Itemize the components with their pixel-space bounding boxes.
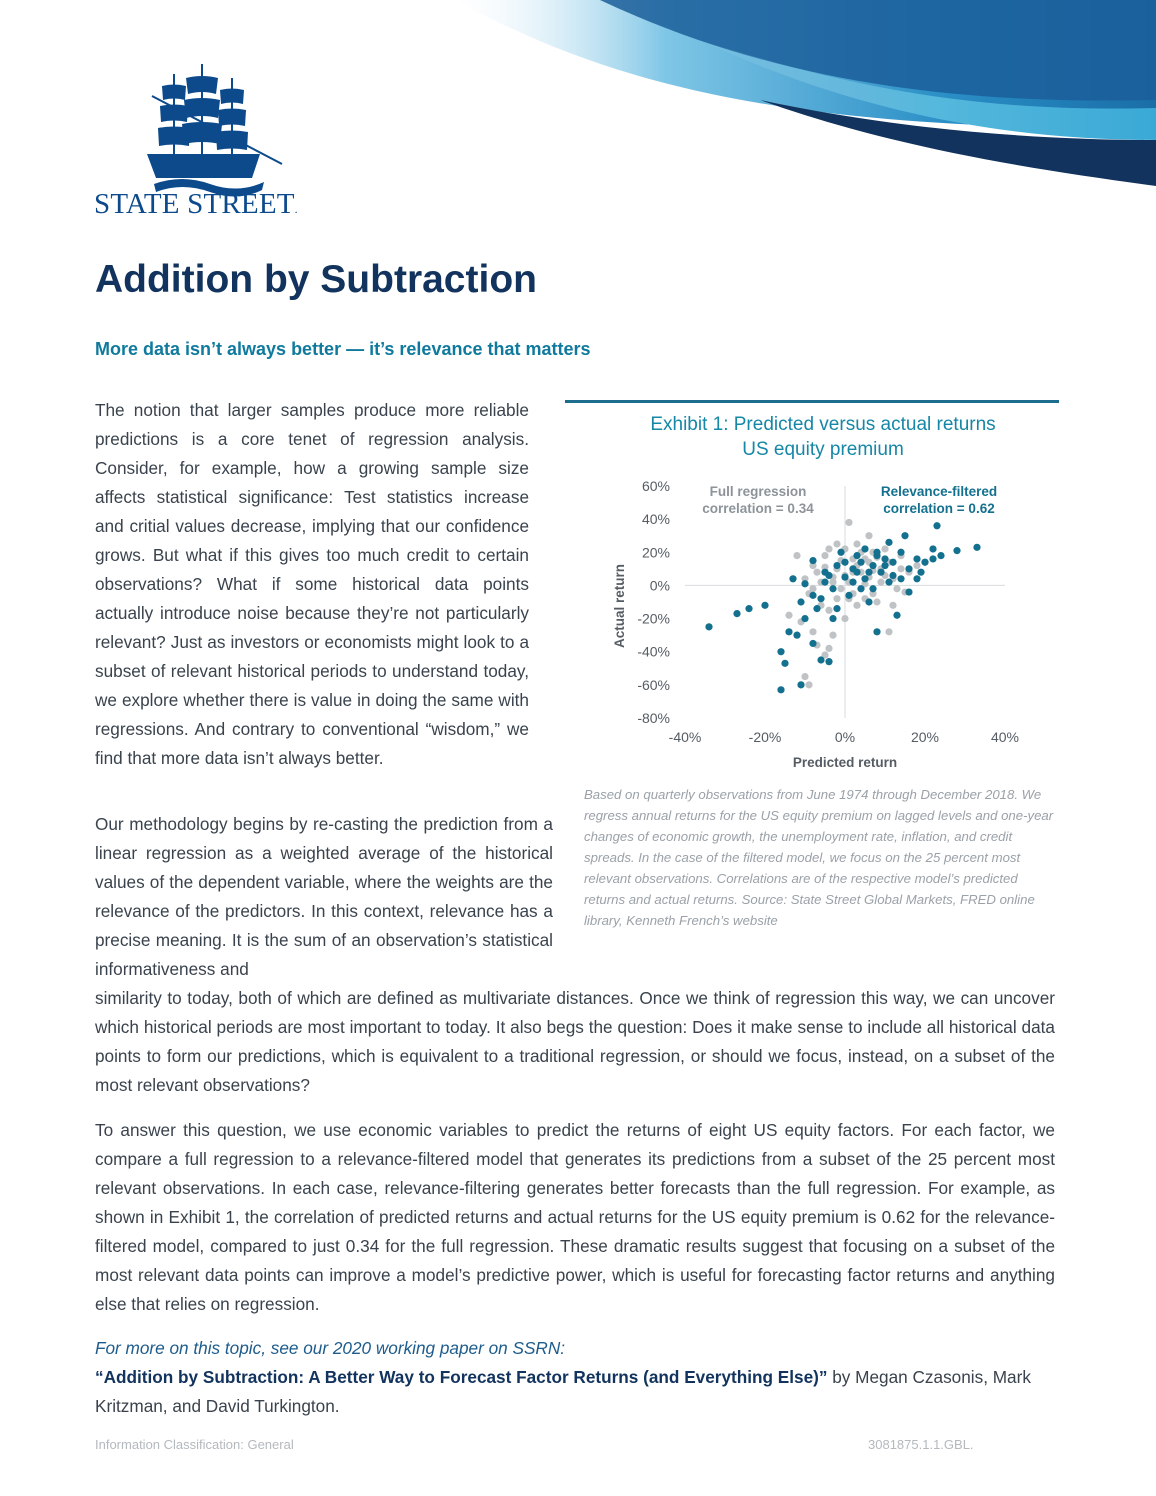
data-point bbox=[853, 569, 860, 576]
data-point bbox=[889, 559, 896, 566]
data-point bbox=[821, 579, 828, 586]
data-point bbox=[857, 585, 864, 592]
annotation-full-line-2: correlation = 0.34 bbox=[702, 501, 814, 516]
x-axis-ticks bbox=[669, 729, 1019, 745]
data-point bbox=[849, 579, 856, 586]
data-point bbox=[845, 519, 852, 526]
data-point bbox=[733, 610, 740, 617]
data-point bbox=[809, 640, 816, 647]
data-point bbox=[877, 569, 884, 576]
paper-authors: by Megan Czasonis, Mark Kritzman, and David Turkington. bbox=[95, 1367, 1031, 1416]
data-point bbox=[781, 660, 788, 667]
data-point bbox=[881, 555, 888, 562]
data-point bbox=[829, 585, 836, 592]
data-point bbox=[745, 605, 752, 612]
data-point bbox=[857, 559, 864, 566]
annotation-full-line-1: Full regression bbox=[709, 484, 807, 499]
data-point bbox=[917, 569, 924, 576]
data-point bbox=[793, 552, 800, 559]
data-point bbox=[777, 648, 784, 655]
data-point bbox=[841, 574, 848, 581]
further-reading bbox=[95, 1334, 1055, 1421]
scatter-chart bbox=[600, 476, 1040, 776]
brand-wordmark bbox=[94, 188, 334, 221]
y-tick-label: -60% bbox=[637, 676, 670, 693]
data-point bbox=[889, 572, 896, 579]
annotation-relevance-line-2: correlation = 0.62 bbox=[883, 501, 995, 516]
y-tick-label: -40% bbox=[637, 643, 670, 660]
data-point bbox=[873, 598, 880, 605]
data-point bbox=[897, 549, 904, 556]
data-point bbox=[809, 628, 816, 635]
data-point bbox=[905, 588, 912, 595]
x-tick-label: 40% bbox=[990, 729, 1020, 745]
x-tick-label: -20% bbox=[748, 729, 782, 745]
data-point bbox=[833, 562, 840, 569]
data-point bbox=[893, 612, 900, 619]
data-point bbox=[821, 552, 828, 559]
y-axis-label: Actual return bbox=[612, 563, 627, 649]
data-point bbox=[785, 612, 792, 619]
data-point bbox=[833, 595, 840, 602]
data-point bbox=[801, 615, 808, 622]
data-point bbox=[885, 579, 892, 586]
data-point bbox=[873, 549, 880, 556]
data-point bbox=[805, 681, 812, 688]
y-tick-label: -20% bbox=[637, 610, 670, 627]
x-tick-label: 20% bbox=[910, 729, 940, 745]
body-paragraph-2-part-1: Our methodology begins by re-casting the prediction from a linear regression as a weighted average of the historical values of the dependent variable, where the weights are the relevance of the predictors. In this context, relevance has a precise meaning. It is the sum of an observation’s statistical informativeness and bbox=[95, 814, 553, 979]
data-point bbox=[913, 562, 920, 569]
data-point bbox=[797, 681, 804, 688]
data-point bbox=[841, 559, 848, 566]
data-point bbox=[825, 658, 832, 665]
data-point bbox=[777, 686, 784, 693]
data-point bbox=[893, 585, 900, 592]
data-point bbox=[829, 615, 836, 622]
data-point bbox=[809, 557, 816, 564]
exhibit-caption: Based on quarterly observations from June 1974 through December 2018. We regress annual returns for the US equity premium on lagged levels and one-year changes of economic growth, the unemployment rate, inflation, and credit spreads. In the case of the filtered model, we focus on the 25 percent most relevant observations. Correlations are of the respective model’s predicted returns and actual returns. Source: State Street Global Markets, FRED online library, Kenneth French’s website bbox=[584, 787, 1054, 928]
brand-registered-mark: . bbox=[294, 202, 298, 216]
x-axis-label: Predicted return bbox=[792, 755, 898, 770]
data-point bbox=[869, 562, 876, 569]
data-point bbox=[881, 562, 888, 569]
x-tick-label: 0% bbox=[834, 729, 856, 745]
data-point bbox=[833, 540, 840, 547]
data-point bbox=[705, 623, 712, 630]
data-point bbox=[869, 585, 876, 592]
data-point bbox=[785, 628, 792, 635]
data-point bbox=[865, 598, 872, 605]
data-point bbox=[825, 545, 832, 552]
data-point bbox=[825, 607, 832, 614]
data-point bbox=[853, 552, 860, 559]
y-tick-label: 0% bbox=[649, 577, 670, 594]
data-point bbox=[877, 579, 884, 586]
data-point bbox=[921, 559, 928, 566]
data-point bbox=[885, 628, 892, 635]
exhibit-title-line-1: Exhibit 1: Predicted versus actual returns bbox=[650, 414, 996, 435]
annotation-relevance-line-1: Relevance-filtered bbox=[880, 484, 998, 499]
data-point bbox=[901, 532, 908, 539]
footer-document-code: 3081875.1.1.GBL. bbox=[868, 1437, 974, 1452]
data-point bbox=[973, 544, 980, 551]
data-point bbox=[933, 522, 940, 529]
data-point bbox=[845, 592, 852, 599]
data-point bbox=[885, 539, 892, 546]
data-point bbox=[801, 580, 808, 587]
data-point bbox=[853, 540, 860, 547]
data-point bbox=[825, 645, 832, 652]
data-point bbox=[865, 569, 872, 576]
series-full-regression bbox=[785, 519, 928, 689]
data-point bbox=[797, 598, 804, 605]
data-point bbox=[861, 545, 868, 552]
data-point bbox=[913, 555, 920, 562]
exhibit-title-line-2: US equity premium bbox=[742, 439, 904, 460]
data-point bbox=[793, 632, 800, 639]
exhibit-divider bbox=[565, 400, 1059, 403]
body-paragraph-3: To answer this question, we use economic variables to predict the returns of eight US equity factors. For each factor, we compare a full regression to a relevance-filtered model that generates its predictions from a subset of the 25 percent most relevant observations. In each case, relevance-filtering generates better forecasts than the full regression. For example, as shown in Exhibit 1, the correlation of predicted returns and actual returns for the US equity premium is 0.62 for the relevance-filtered model, compared to just 0.34 for the full regression. These dramatic results suggest that focusing on a subset of the most relevant data points can improve a model’s predictive power, which is useful for forecasting factor returns and anything else that relies on regression. bbox=[95, 1120, 1055, 1314]
data-point bbox=[809, 585, 816, 592]
exhibit-title bbox=[590, 412, 1056, 462]
y-tick-label: 60% bbox=[641, 478, 670, 494]
paper-title: “Addition by Subtraction: A Better Way to Forecast Factor Returns (and Everything Else)” bbox=[95, 1367, 828, 1387]
y-tick-label: -80% bbox=[637, 710, 670, 726]
data-point bbox=[813, 569, 820, 576]
data-point bbox=[817, 656, 824, 663]
page-subtitle: More data isn’t always better — it’s relevance that matters bbox=[95, 339, 591, 359]
data-point bbox=[913, 575, 920, 582]
data-point bbox=[873, 628, 880, 635]
body-paragraph-2-part-2: similarity to today, both of which are defined as multivariate distances. Once we think of regression this way, we can uncover which historical periods are most important to today. It also begs the question: Does it make sense to include all historical data points to form our predictions, which is equivalent to a traditional regression, or should we focus, instead, on a subset of the most relevant observations? bbox=[95, 988, 1055, 1095]
brand-name: STATE STREET bbox=[94, 188, 295, 220]
data-point bbox=[809, 592, 816, 599]
data-point bbox=[825, 572, 832, 579]
data-point bbox=[897, 565, 904, 572]
data-point bbox=[881, 545, 888, 552]
x-tick-label: -40% bbox=[668, 729, 702, 745]
data-point bbox=[829, 632, 836, 639]
y-tick-label: 20% bbox=[641, 544, 670, 561]
data-point bbox=[953, 547, 960, 554]
further-reading-intro: For more on this topic, see our 2020 working paper on SSRN: bbox=[95, 1338, 566, 1358]
y-tick-label: 40% bbox=[641, 511, 670, 528]
data-point bbox=[833, 605, 840, 612]
data-point bbox=[861, 575, 868, 582]
page-title: Addition by Subtraction bbox=[95, 258, 537, 301]
data-point bbox=[761, 602, 768, 609]
data-point bbox=[813, 605, 820, 612]
data-point bbox=[865, 532, 872, 539]
footer-classification: Information Classification: General bbox=[95, 1437, 294, 1452]
data-point bbox=[789, 575, 796, 582]
data-point bbox=[817, 595, 824, 602]
data-point bbox=[829, 579, 836, 586]
data-point bbox=[841, 615, 848, 622]
data-point bbox=[837, 549, 844, 556]
data-point bbox=[929, 555, 936, 562]
data-point bbox=[905, 565, 912, 572]
data-point bbox=[837, 585, 844, 592]
data-point bbox=[889, 602, 896, 609]
data-point bbox=[937, 552, 944, 559]
body-paragraph-1: The notion that larger samples produce more reliable predictions is a core tenet of regression analysis. Consider, for example, how a growing sample size affects statistical significance: Test statistics increase and critial values decrease, implying that our confidence grows. But what if this gives too much credit to certain observations? What if some historical data points actually introduce noise because they’re not particularly relevant? Just as investors or economists might look to a subset of relevant historical periods to understand today, we explore whether there is value in doing the same with regressions. And contrary to conventional “wisdom,” we find that more data isn’t always better. bbox=[95, 400, 529, 768]
data-point bbox=[929, 545, 936, 552]
data-point bbox=[853, 602, 860, 609]
data-point bbox=[801, 673, 808, 680]
y-axis-ticks bbox=[637, 478, 670, 726]
chart-gridlines bbox=[685, 486, 1005, 718]
data-point bbox=[897, 575, 904, 582]
